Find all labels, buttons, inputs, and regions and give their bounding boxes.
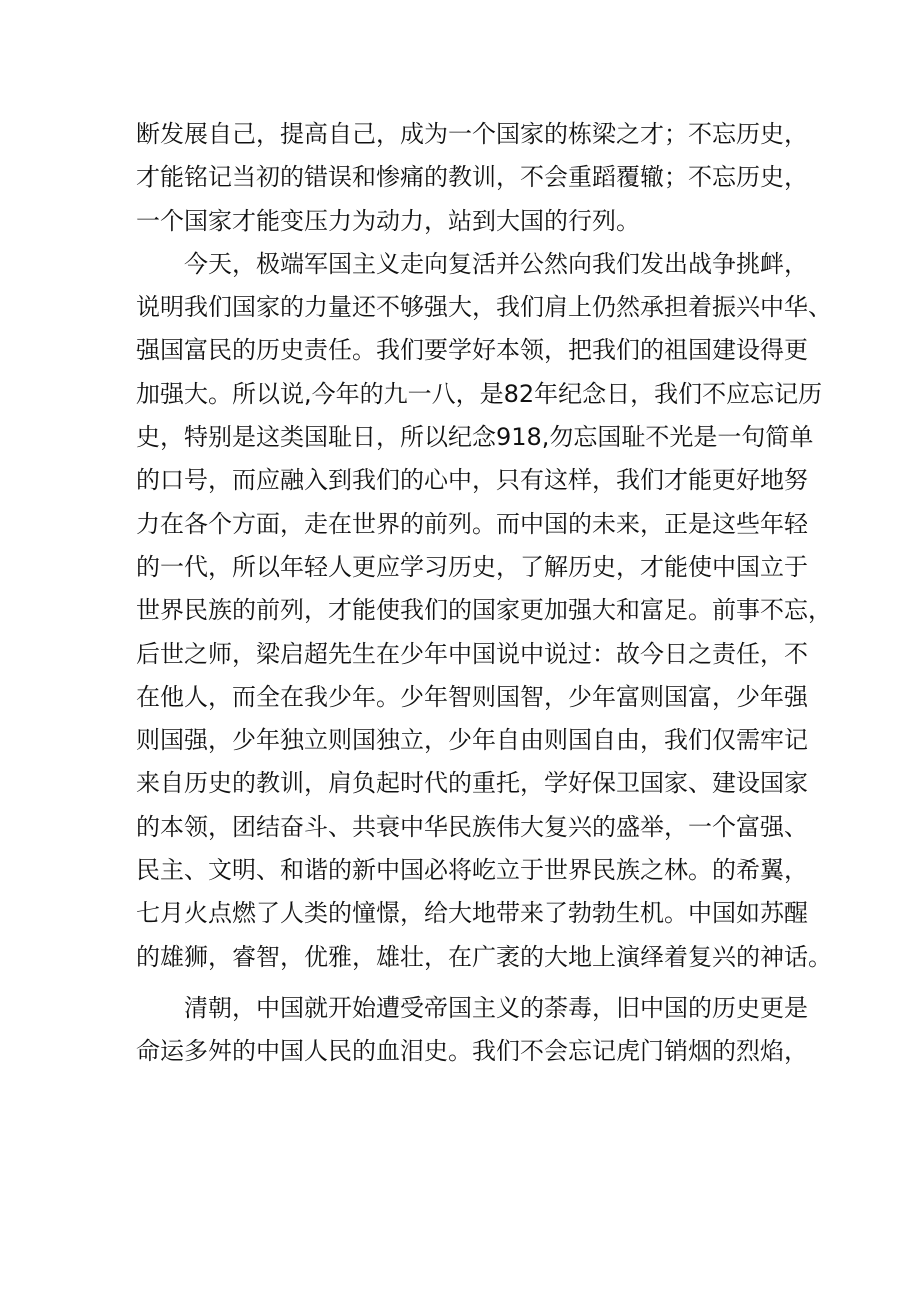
- text-line: 的一代，所以年轻人更应学习历史，了解历史，才能使中国立于: [136, 552, 808, 581]
- text-line: 断发展自己，提高自己，成为一个国家的栋梁之才；不忘历史，: [136, 120, 808, 148]
- text-line: 一个国家才能变压力为动力，站到大国的行列。: [136, 206, 640, 235]
- text-line: 今天，极端军国主义走向复活并公然向我们发出战争挑衅，: [184, 249, 808, 278]
- text-line: 的口号，而应融入到我们的心中，只有这样，我们才能更好地努: [136, 466, 808, 495]
- text-line: 力在各个方面，走在世界的前列。而中国的未来，正是这些年轻: [136, 509, 808, 538]
- text-line: 史，特别是这类国耻日，所以纪念918,勿忘国耻不光是一句简单: [136, 423, 814, 452]
- text-line: 来自历史的教训，肩负起时代的重托，学好保卫国家、建设国家: [136, 769, 808, 798]
- text-line: 民主、文明、和谐的新中国必将屹立于世界民族之林。的希翼，: [136, 856, 808, 885]
- text-line: 加强大。所以说,今年的九一八，是82年纪念日，我们不应忘记历: [136, 379, 823, 408]
- text-line: 的雄狮，睿智，优雅，雄壮，在广袤的大地上演绎着复兴的神话。: [136, 942, 832, 971]
- text-line: 则国强，少年独立则国独立，少年自由则国自由，我们仅需牢记: [136, 726, 808, 755]
- document-body: [136, 113, 832, 1074]
- paragraph-1: [136, 113, 808, 243]
- text-line: 的本领，团结奋斗、共衰中华民族伟大复兴的盛举，一个富强、: [136, 812, 808, 841]
- text-line: 后世之师，梁启超先生在少年中国说中说过：故今日之责任，不: [136, 639, 808, 668]
- text-line: 强国富民的历史责任。我们要学好本领，把我们的祖国建设得更: [136, 336, 808, 365]
- text-line: 世界民族的前列，才能使我们的国家更加强大和富足。前事不忘，: [136, 596, 832, 625]
- paragraph-2: [136, 243, 832, 979]
- text-line: 七月火点燃了人类的憧憬，给大地带来了勃勃生机。中国如苏醒: [136, 899, 808, 928]
- text-line: 清朝，中国就开始遭受帝国主义的荼毒，旧中国的历史更是: [184, 993, 808, 1022]
- text-line: 命运多舛的中国人民的血泪史。我们不会忘记虎门销烟的烈焰，: [136, 1037, 808, 1066]
- paragraph-3: [136, 987, 808, 1074]
- text-line: 在他人，而全在我少年。少年智则国智，少年富则国富，少年强: [136, 682, 808, 711]
- paragraph-gap: [136, 979, 796, 987]
- text-line: 才能铭记当初的错误和惨痛的教训，不会重蹈覆辙；不忘历史，: [136, 163, 808, 192]
- text-line: 说明我们国家的力量还不够强大，我们肩上仍然承担着振兴中华、: [136, 293, 832, 322]
